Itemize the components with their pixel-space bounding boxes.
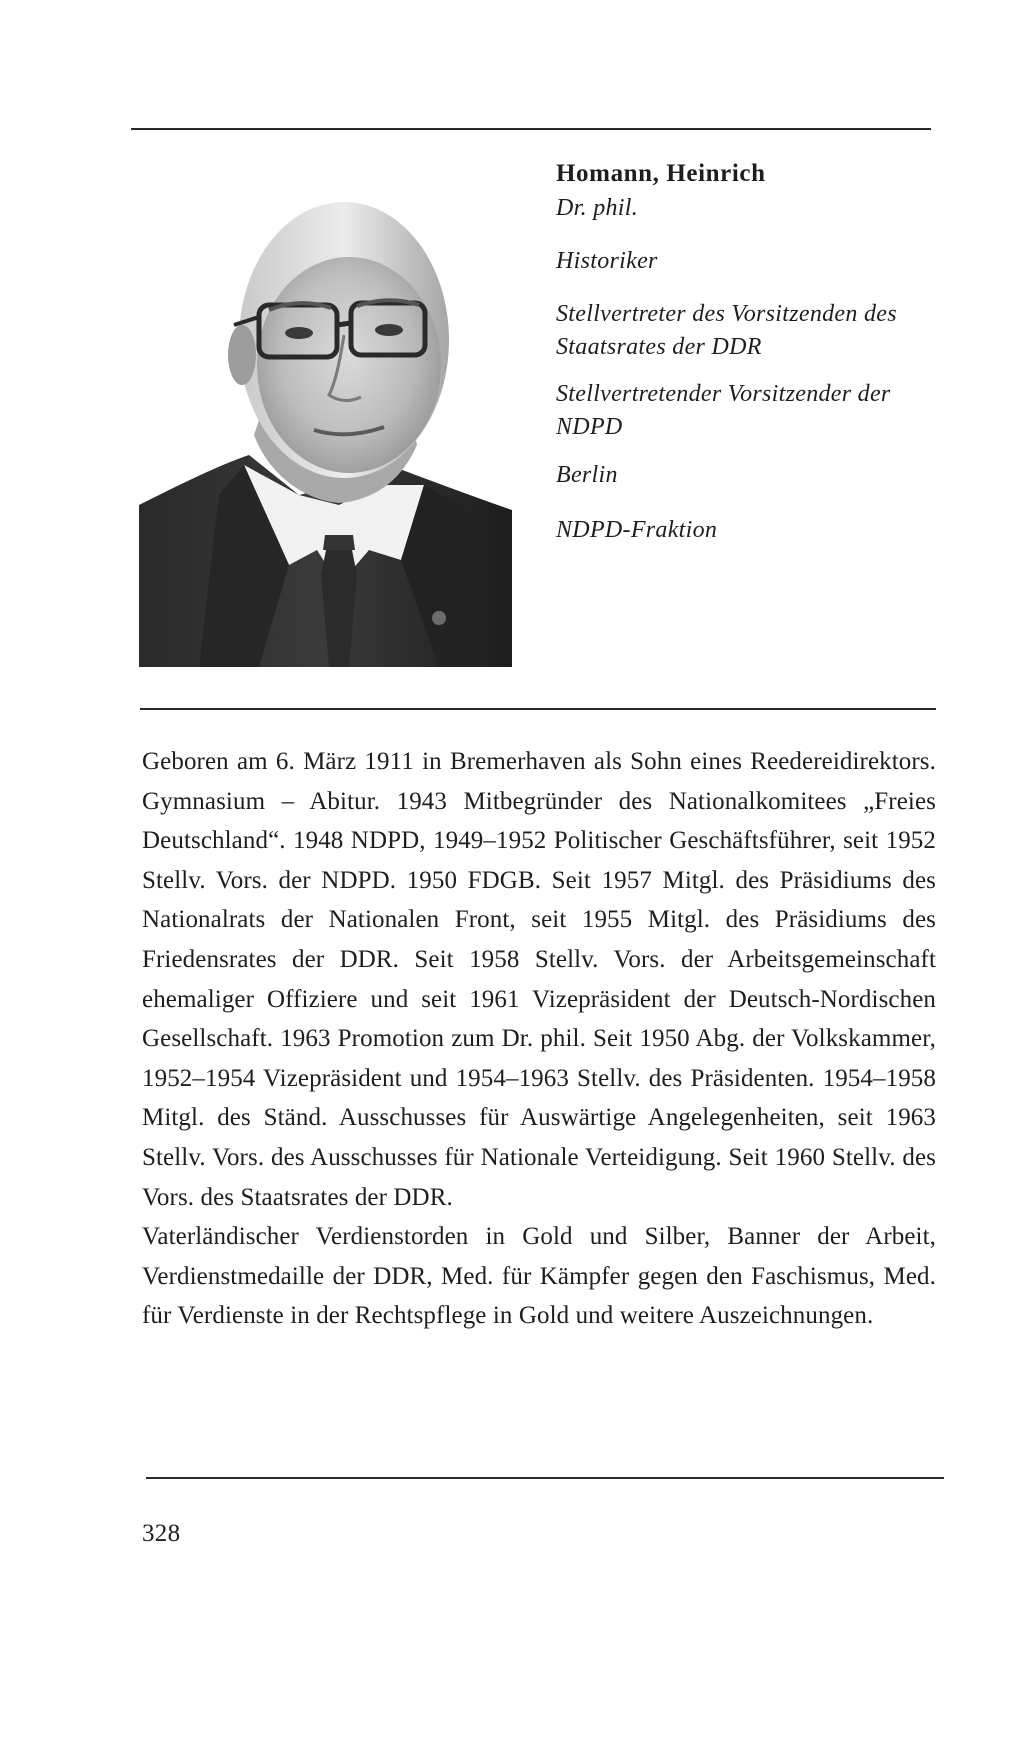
role-ndpd: Stellvertretender Vorsitzender der NDPD xyxy=(556,381,891,440)
top-divider xyxy=(131,128,931,130)
portrait-photo xyxy=(139,165,512,667)
biography-awards: Vaterländischer Verdienstorden in Gold und Silber, Banner der Arbeit, Verdienstmedaille der DDR, Med. für Kämpfer gegen den Faschismus, Med. für Verdienste in der Rechtspflege in Gold und weitere Auszeichnungen. xyxy=(142,1223,936,1330)
middle-divider xyxy=(140,708,936,710)
entry-header xyxy=(556,158,936,547)
biography-text xyxy=(142,742,936,1336)
city: Berlin xyxy=(556,462,618,488)
academic-degree: Dr. phil. xyxy=(556,195,639,221)
person-name: Homann, Heinrich xyxy=(556,160,766,187)
page-number: 328 xyxy=(142,1520,181,1547)
profession: Historiker xyxy=(556,248,658,274)
biography-career: Geboren am 6. März 1911 in Bremerhaven als Sohn eines Reedereidirektors. Gymnasium – Abitur. 1943 Mitbegründer des Nationalkomitees „Freies Deutschland“. 1948 NDPD, 1949–1952 Politischer Geschäftsführer, seit 1952 Stellv. Vors. der NDPD. 1950 FDGB. Seit 1957 Mitgl. des Präsidiums des Nationalrats der Nationalen Front, seit 1955 Mitgl. des Präsidiums des Friedensrates der DDR. Seit 1958 Stellv. Vors. der Arbeitsgemeinschaft ehemaliger Offiziere und seit 1961 Vizepräsident der Deutsch-Nordischen Gesellschaft. 1963 Promotion zum Dr. phil. Seit 1950 Abg. der Volkskammer, 1952–1954 Vizepräsident und 1954–1963 Stellv. des Präsidenten. 1954–1958 Mitgl. des Ständ. Ausschusses für Auswärtige Angelegenheiten, seit 1963 Stellv. Vors. des Ausschusses für Nationale Verteidigung. Seit 1960 Stellv. des Vors. des Staatsrates der DDR. xyxy=(142,748,936,1211)
role-staatsrat: Stellvertreter des Vorsitzenden des Staatsrates der DDR xyxy=(556,301,897,360)
bottom-divider xyxy=(146,1477,944,1479)
faction: NDPD-Fraktion xyxy=(556,517,718,543)
